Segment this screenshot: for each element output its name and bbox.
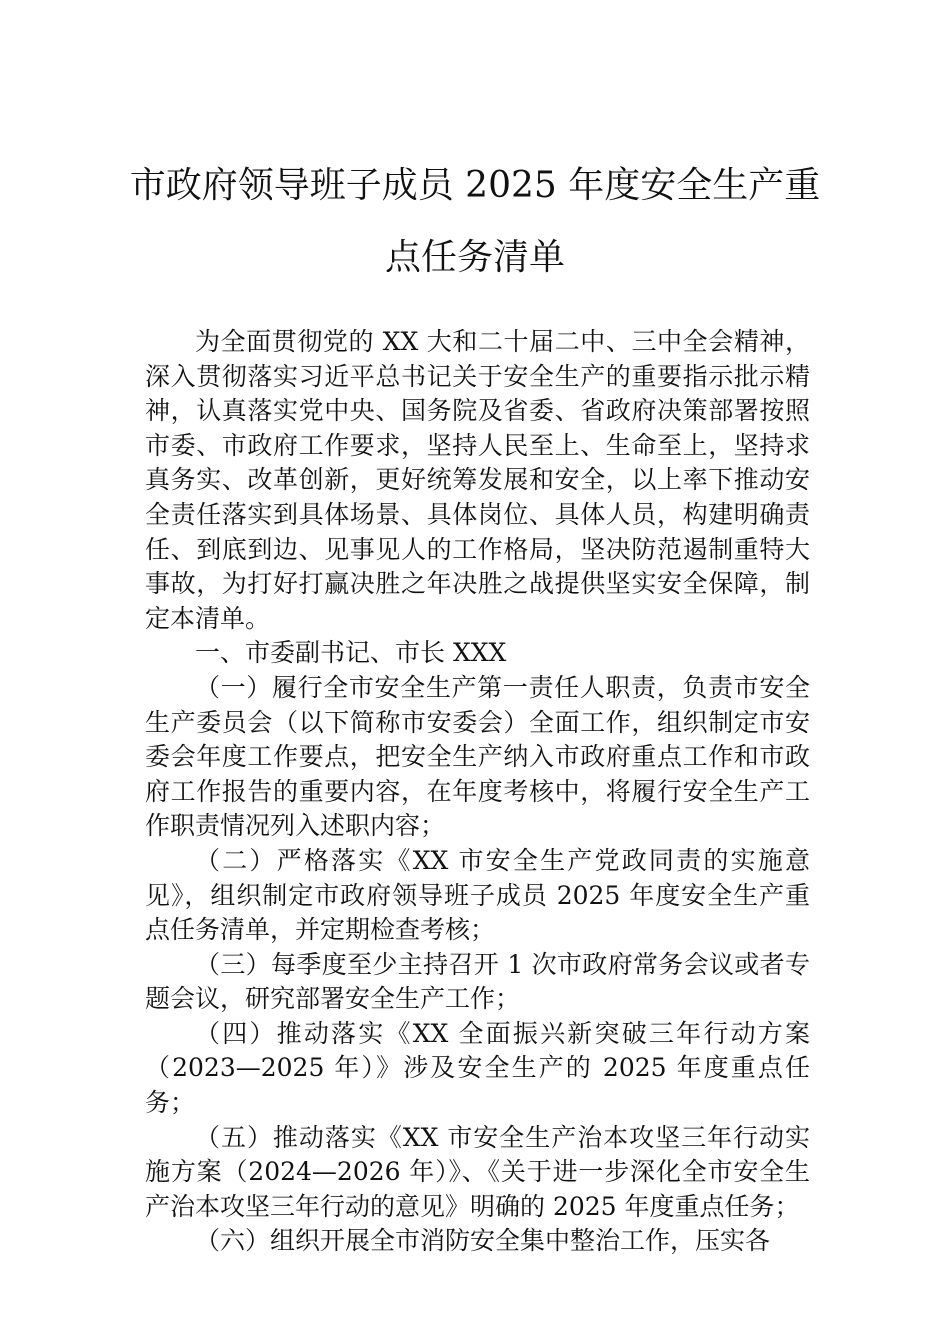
list-item: （六）组织开展全市消防安全集中整治工作，压实各 xyxy=(195,1226,771,1256)
list-item: （三）每季度至少主持召开 1 次市政府常务会议或者专题会议，研究部署安全生产工作； xyxy=(145,949,810,1014)
section-heading: 一、市委副书记、市长 XXX xyxy=(195,638,507,668)
list-item: （四）推动落实《XX 全面振兴新突破三年行动方案（2023—2025 年）》涉及安全生产的 2025 年度重点任务； xyxy=(145,1018,810,1118)
list-item: （一）履行全市安全生产第一责任人职责，负责市安全生产委员会（以下简称市安委会）全面工作，组织制定市安委会年度工作要点，把安全生产纳入市政府重点工作和市政府工作报告的重要内容，在年度考核中，将履行安全生产工作职责情况列入述职内容； xyxy=(145,672,810,841)
list-item: （二）严格落实《XX 市安全生产党政同责的实施意见》，组织制定市政府领导班子成员 2025 年度安全生产重点任务清单，并定期检查考核； xyxy=(145,845,810,945)
document-title xyxy=(100,150,850,294)
list-item: （五）推动落实《XX 市安全生产治本攻坚三年行动实施方案（2024—2026 年）》、《关于进一步深化全市安全生产治本攻坚三年行动的意见》明确的 2025 年度重点任务； xyxy=(145,1122,810,1221)
intro-paragraph: 为全面贯彻党的 XX 大和二十届二中、三中全会精神，深入贯彻落实习近平总书记关于安全生产的重要指示批示精神，认真落实党中央、国务院及省委、省政府决策部署按照市委、市政府工作要求，坚持人民至上、生命至上，坚持求真务实、改革创新，更好统筹发展和安全，以上率下推动安全责任落实到具体场景、具体岗位、具体人员，构建明确责任、到底到边、见事见人的工作格局，坚决防范遏制重特大事故，为打好打赢决胜之年决胜之战提供坚实安全保障，制定本清单。 xyxy=(145,327,810,633)
title-line-2: 点任务清单 xyxy=(384,237,565,278)
title-line-1: 市政府领导班子成员 2025 年度安全生产重 xyxy=(129,165,821,206)
document-body xyxy=(145,325,810,1259)
